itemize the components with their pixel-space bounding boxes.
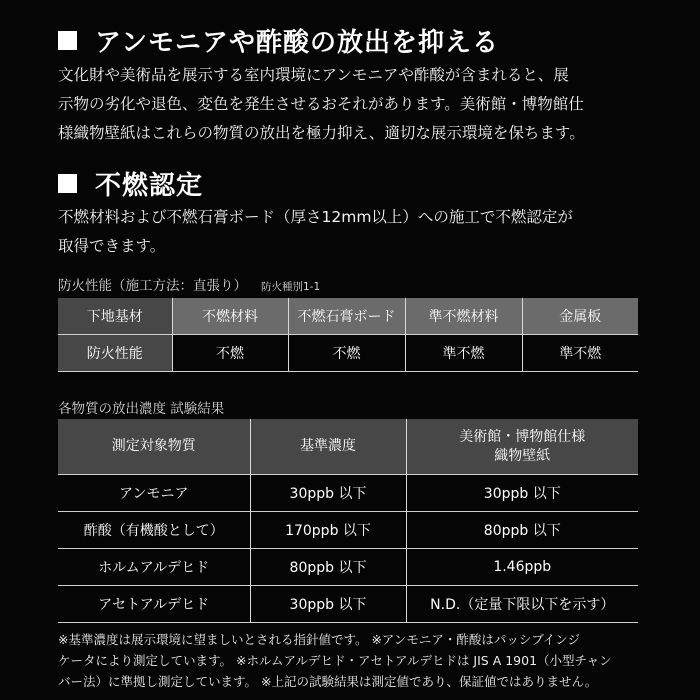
table-cell: 酢酸（有機酸として） [58, 512, 250, 549]
table-cell: 170ppb 以下 [250, 512, 406, 549]
footnote-line: ケータにより測定しています。 ※ホルムアルデヒド・アセトアルデヒドは JIS A 1901（小型チャン [58, 653, 612, 668]
table-cell: 不燃材料 [172, 298, 288, 335]
header-line: 織物壁紙 [494, 447, 551, 464]
table-cell: N.D.（定量下限以下を示す） [406, 586, 638, 623]
section1-title: アンモニアや酢酸の放出を抑える [95, 28, 499, 58]
table-header-row [58, 419, 638, 475]
table-cell: 1.46ppb [406, 549, 638, 586]
paragraph-line: 文化財や美術品を展示する室内環境にアンモニアや酢酸が含まれると、展 [58, 66, 569, 84]
table-header-row [58, 298, 638, 335]
section-title-emission [58, 22, 499, 59]
footnote-line: ※基準濃度は展示環境に望ましいとされる指針値です。 ※アンモニア・酢酸はパッシブインジ [58, 632, 580, 647]
section-title-nonflammable [58, 165, 203, 202]
table-cell: 不燃 [288, 335, 405, 372]
table-cell: 不燃石膏ボード [288, 298, 405, 335]
table-cell: 30ppb 以下 [250, 475, 406, 512]
square-bullet-icon [58, 174, 77, 193]
emission-table-label: 各物質の放出濃度 試験結果 [58, 401, 225, 417]
paragraph-line: 不燃材料および不燃石膏ボード（厚さ12mm以上）への施工で不燃認定が [58, 208, 573, 226]
table-row [58, 475, 638, 512]
table-cell: アセトアルデヒド [58, 586, 250, 623]
table-cell: 不燃 [172, 335, 288, 372]
table-row [58, 335, 638, 372]
table-row [58, 549, 638, 586]
section1-paragraph [58, 61, 648, 148]
table-header-cell: 基準濃度 [250, 419, 406, 475]
table-row [58, 512, 638, 549]
table-cell: 30ppb 以下 [406, 475, 638, 512]
section2-paragraph [58, 203, 648, 261]
paragraph-line: 取得できます。 [58, 237, 166, 255]
table-cell: 80ppb 以下 [406, 512, 638, 549]
fire-table-subcaption: 防火種別1-1 [261, 281, 321, 293]
paragraph-line: 示物の劣化や退色、変色を発生させるおそれがあります。美術館・博物館仕 [58, 95, 584, 113]
table-cell: 準不燃 [405, 335, 522, 372]
table-cell: 80ppb 以下 [250, 549, 406, 586]
footnotes [58, 629, 658, 692]
table-cell: 準不燃 [522, 335, 638, 372]
fire-table-caption: 防火性能（施工方法：直張り） [58, 278, 247, 294]
table-cell: 準不燃材料 [405, 298, 522, 335]
table-header-cell: 測定対象物質 [58, 419, 250, 475]
table-cell: 防火性能 [58, 335, 172, 372]
table-cell: 下地基材 [58, 298, 172, 335]
table-header-cell [406, 419, 638, 475]
paragraph-line: 様織物壁紙はこれらの物質の放出を極力抑え、適切な展示環境を保ちます。 [58, 124, 585, 142]
section2-title: 不燃認定 [95, 171, 204, 201]
table-cell: ホルムアルデヒド [58, 549, 250, 586]
table-row [58, 586, 638, 623]
emission-results-table [58, 419, 638, 623]
table-cell: アンモニア [58, 475, 250, 512]
table-cell: 金属板 [522, 298, 638, 335]
square-bullet-icon [58, 31, 77, 50]
fire-table-label [58, 274, 320, 294]
table-cell: 30ppb 以下 [250, 586, 406, 623]
fire-performance-table [58, 298, 638, 372]
footnote-line: バー法）に準拠し測定しています。 ※上記の試験結果は測定値であり、保証値ではありません。 [58, 674, 598, 689]
header-line: 美術館・博物館仕様 [459, 428, 586, 445]
